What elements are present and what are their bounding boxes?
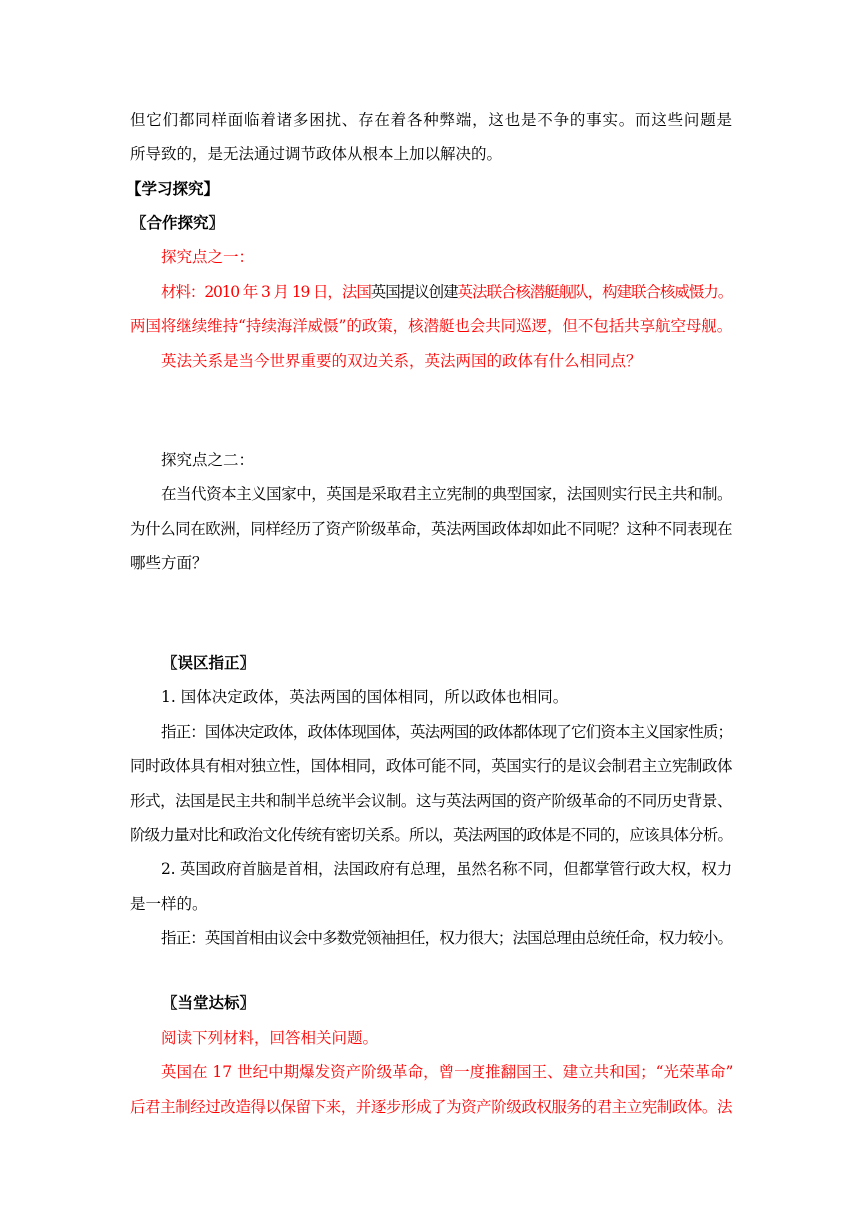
misconception-2-line-1: 2. 英国政府首脑是首相，法国政府有总理，虽然名称不同，但都掌管行政大权，权力 <box>161 860 732 878</box>
inquiry-point-2-line-1: 在当代资本主义国家中，英国是采取君主立宪制的典型国家，法国则实行民主共和制。 <box>161 485 732 503</box>
practice-material-line-2: 后君主制经过改造得以保留下来，并逐步形成了为资产阶级政权服务的君主立宪制政体。法 <box>130 1098 732 1116</box>
subheading-classroom-practice: 〖当堂达标〗 <box>162 993 256 1012</box>
material-line-1 <box>161 281 732 303</box>
correction-2: 指正：英国首相由议会中多数党领袖担任，权力很大；法国总理由总统任命，权力较小。 <box>161 929 732 947</box>
intro-line-2: 所导致的，是无法通过调节政体从根本上加以解决的。 <box>130 145 503 163</box>
material-date: 材料：2010 年 3 月 19 日，法国 <box>161 283 371 301</box>
practice-material-line-1: 英国在 17 世纪中期爆发资产阶级革命，曾一度推翻国王、建立共和国；“光荣革命” <box>161 1063 734 1081</box>
inquiry-point-1-title: 探究点之一： <box>161 248 255 266</box>
subheading-cooperative-inquiry: 〖合作探究〗 <box>131 213 225 232</box>
practice-instruction: 阅读下列材料，回答相关问题。 <box>161 1029 379 1047</box>
section-heading-study: 【学习探究】 <box>126 179 220 198</box>
misconception-1: 1. 国体决定政体，英法两国的国体相同，所以政体也相同。 <box>161 688 569 706</box>
inquiry-point-2-title: 探究点之二： <box>161 451 255 469</box>
misconception-2-line-2: 是一样的。 <box>130 895 208 913</box>
correction-1-line-3: 形式，法国是民主共和制半总统半会议制。这与英法两国的资产阶级革命的不同历史背景、 <box>130 792 732 810</box>
material-britain-proposal: 英国提议创建 <box>370 283 458 301</box>
inquiry-point-1-question: 英法关系是当今世界重要的双边关系，英法两国的政体有什么相同点？ <box>161 352 642 370</box>
material-fleet: 英法联合核潜艇舰队，构建联合核威慑力。 <box>457 283 732 301</box>
correction-1-line-1: 指正：国体决定政体，政体体现国体，英法两国的政体都体现了它们资本主义国家性质； <box>161 723 732 741</box>
material-line-2: 两国将继续维持“持续海洋威慑”的政策，核潜艇也会共同巡逻，但不包括共享航空母舰。 <box>130 317 732 335</box>
inquiry-point-2-line-2: 为什么同在欧洲，同样经历了资产阶级革命，英法两国政体却如此不同呢？这种不同表现在 <box>130 520 732 538</box>
correction-1-line-4: 阶级力量对比和政治文化传统有密切关系。所以，英法两国的政体是不同的，应该具体分析。 <box>130 826 732 844</box>
inquiry-point-2-line-3: 哪些方面？ <box>130 554 208 572</box>
correction-1-line-2: 同时政体具有相对独立性，国体相同，政体可能不同，英国实行的是议会制君主立宪制政体 <box>130 757 732 775</box>
subheading-misconceptions: 〖误区指正〗 <box>162 653 256 672</box>
intro-line-1: 但它们都同样面临着诸多困扰、存在着各种弊端，这也是不争的事实。而这些问题是 <box>130 111 732 129</box>
